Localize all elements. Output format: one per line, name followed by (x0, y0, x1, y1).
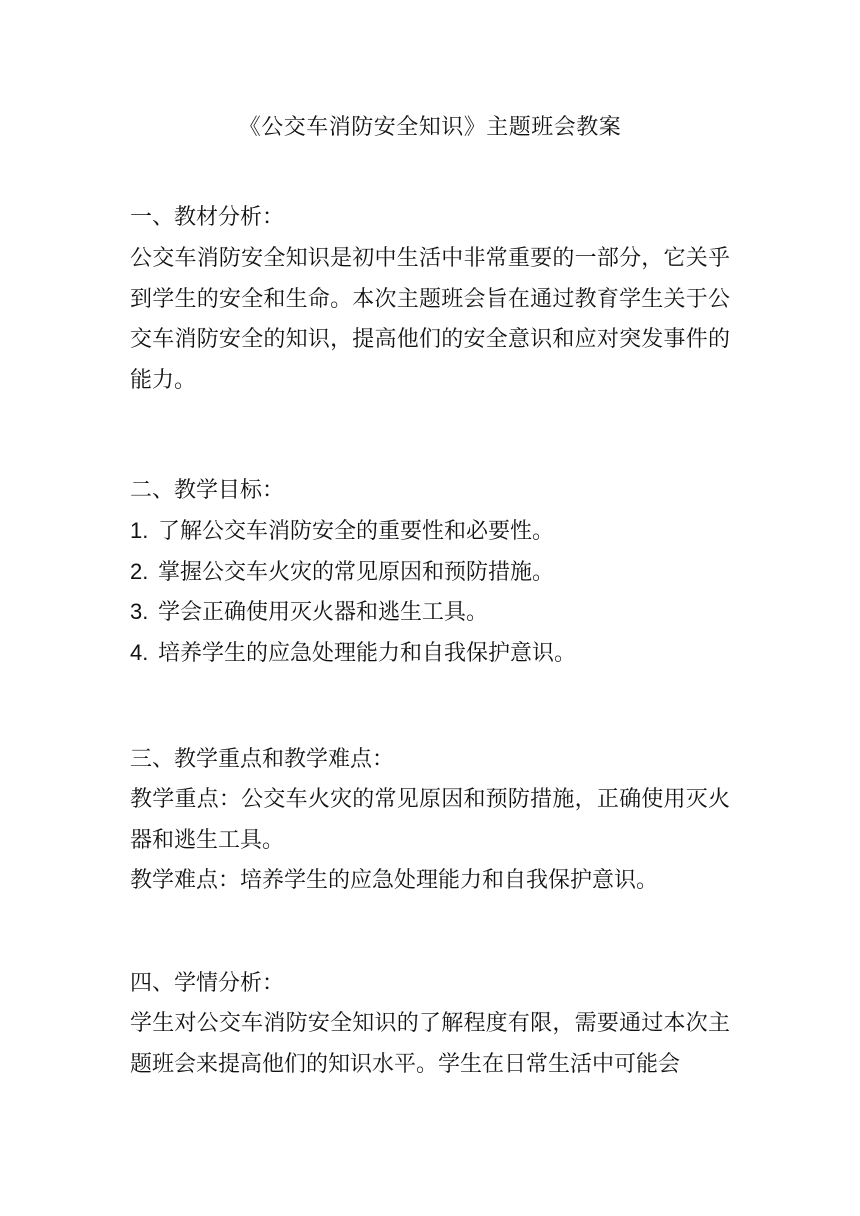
objective-list-item (130, 633, 730, 675)
objective-list-item (130, 592, 730, 634)
difficult-point-paragraph: 教学难点：培养学生的应急处理能力和自我保护意识。 (130, 868, 659, 893)
list-number: 2. (130, 559, 149, 584)
objective-list-item (130, 552, 730, 594)
section-paragraph-textbook-analysis: 公交车消防安全知识是初中生活中非常重要的一部分，它关乎到学生的安全和生命。本次主题班会旨在通过教育学生关于公交车消防安全的知识，提高他们的安全意识和应对突发事件的能力。 (130, 246, 730, 393)
list-number: 4. (130, 640, 149, 665)
list-text: 培养学生的应急处理能力和自我保护意识。 (158, 641, 577, 666)
section-heading-student-analysis: 四、学情分析： (130, 971, 285, 996)
list-number: 3. (130, 599, 149, 624)
list-text: 掌握公交车火灾的常见原因和预防措施。 (158, 560, 555, 585)
section-heading-key-points: 三、教学重点和教学难点： (130, 747, 395, 772)
objective-list-item (130, 511, 730, 553)
list-text: 学会正确使用灭火器和逃生工具。 (158, 600, 489, 625)
section-heading-teaching-objectives: 二、教学目标： (130, 478, 285, 503)
key-point-paragraph: 教学重点：公交车火灾的常见原因和预防措施，正确使用灭火器和逃生工具。 (130, 787, 730, 853)
section-heading-textbook-analysis: 一、教材分析： (130, 205, 285, 230)
document-title: 《公交车消防安全知识》主题班会教案 (238, 115, 622, 140)
section-paragraph-student-analysis: 学生对公交车消防安全知识的了解程度有限，需要通过本次主题班会来提高他们的知识水平。学生在日常生活中可能会 (130, 1011, 730, 1077)
list-number: 1. (130, 518, 149, 543)
list-text: 了解公交车消防安全的重要性和必要性。 (158, 519, 555, 544)
